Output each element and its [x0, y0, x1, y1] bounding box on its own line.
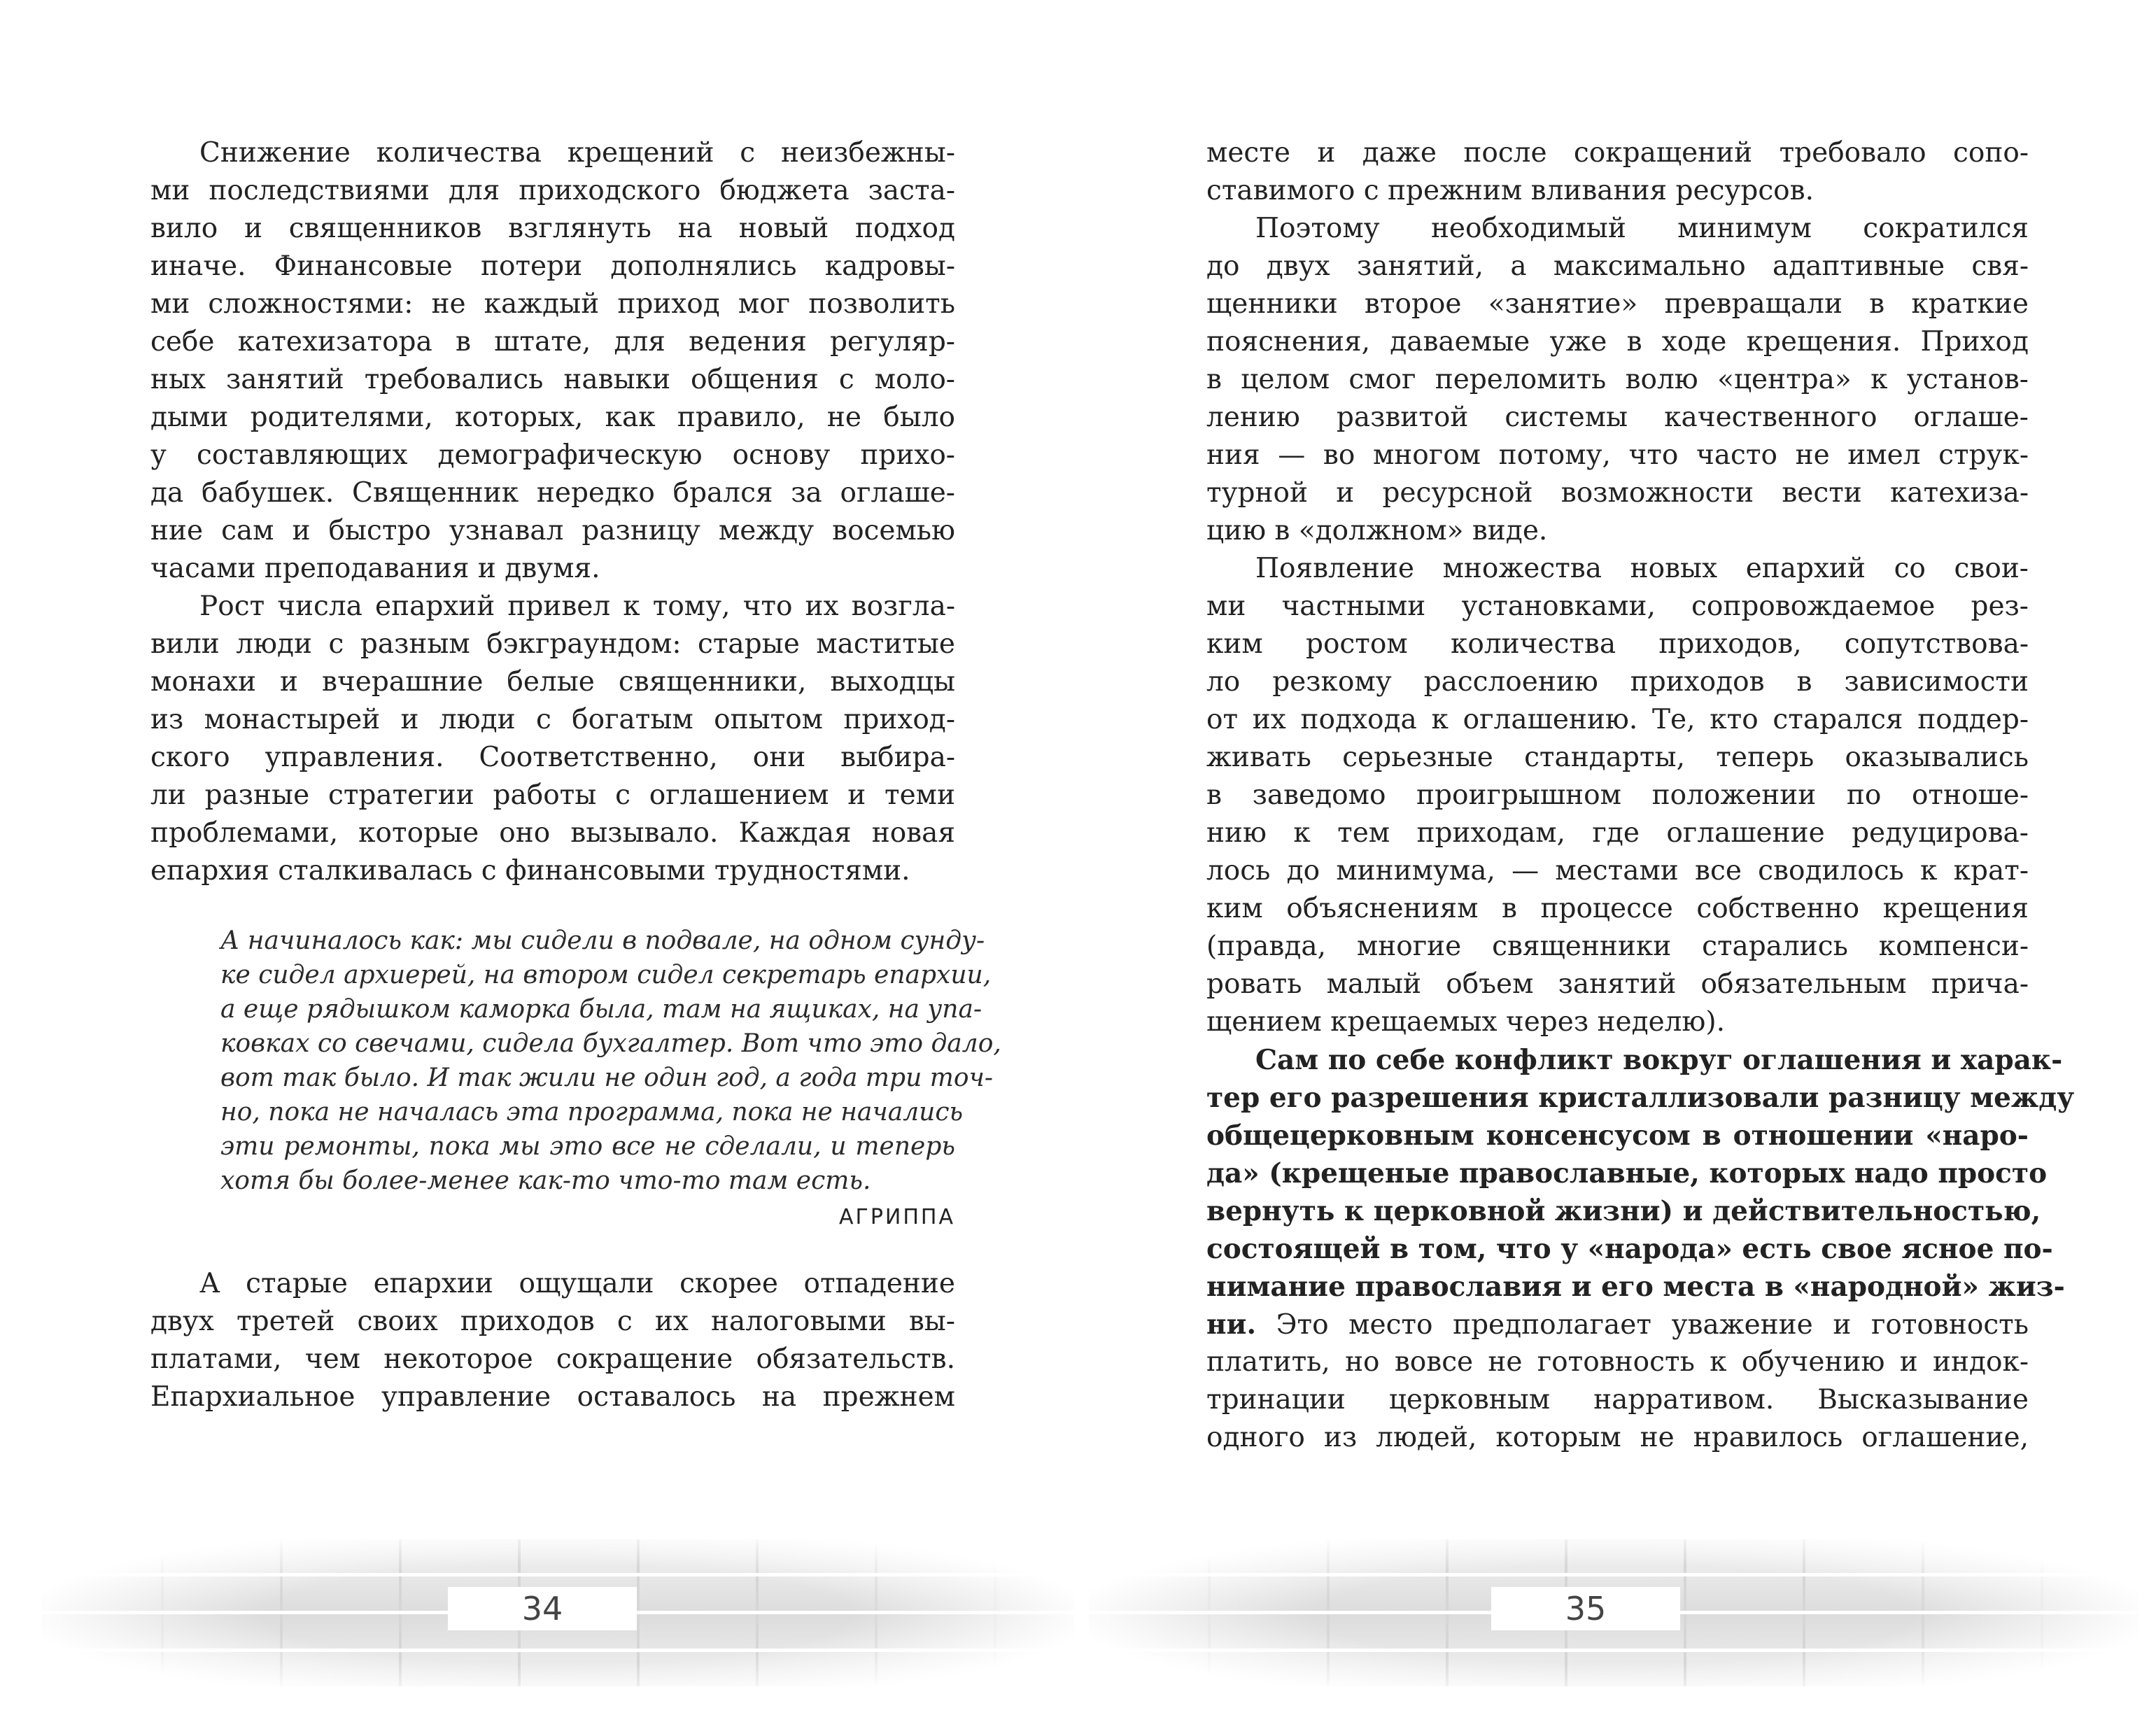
text-line: ского управления. Соответственно, они выбира-	[150, 742, 955, 773]
text-line: турной и ресурсной возможности вести катехиза-	[1206, 477, 2029, 509]
left-page	[0, 0, 1074, 1736]
text-line: Епархиальное управление оставалось на прежнем	[150, 1381, 955, 1413]
text-line: ми сложностями: не каждый приход мог позволить	[150, 288, 955, 320]
text-line: в целом смог переломить волю «центра» к установ-	[1206, 364, 2029, 395]
text-line: состоящей в том, что у «народа» есть свое ясное по-	[1206, 1233, 2053, 1265]
text-line: от их подхода к оглашению. Те, кто старался поддер-	[1206, 704, 2029, 735]
right-text-column	[1206, 134, 2075, 1457]
text-line: лению развитой системы качественного оглаше-	[1206, 402, 2029, 433]
text-line: ровать малый объем занятий обязательным прича-	[1206, 968, 2029, 1000]
text-line: Поэтому необходимый минимум сократился	[1255, 213, 2029, 244]
text-line: Рост числа епархий привел к тому, что их возгла-	[199, 591, 955, 622]
quote-line: а еще рядышком каморка была, там на ящиках, на упа-	[220, 995, 982, 1024]
text-line: одного из людей, которым не нравилось оглашение,	[1206, 1422, 2029, 1453]
regular-fragment: Это место предполагает уважение и готовность	[1256, 1309, 2029, 1341]
right-paragraph-3	[1206, 550, 2029, 1041]
text-line: иначе. Финансовые потери дополнялись кадровы-	[150, 250, 955, 282]
quote-line: эти ремонты, пока мы это все не сделали, и теперь	[220, 1132, 955, 1161]
text-line: цию в «должном» виде.	[1206, 515, 1548, 546]
quote-line: ке сидел архиерей, на втором сидел секретарь епархии,	[220, 961, 992, 989]
text-line: пояснения, даваемые уже в ходе крещения. Приход	[1206, 326, 2029, 358]
text-line: монахи и вчерашние белые священники, выходцы	[150, 666, 955, 698]
text-line: ми частными установками, сопровождаемое рез-	[1206, 591, 2029, 622]
left-paragraph-1	[150, 134, 955, 588]
text-line: тринации церковным нарративом. Высказывание	[1206, 1384, 2029, 1416]
text-line: вило и священников взглянуть на новый подход	[150, 213, 955, 244]
text-line: нию к тем приходам, где оглашение редуцирова-	[1206, 817, 2029, 849]
text-line: лось до минимума, — местами все сводилось к крат-	[1206, 855, 2029, 887]
quote-attribution: АГРИППА	[839, 1205, 955, 1229]
text-line: ли разные стратегии работы с оглашением и теми	[150, 779, 955, 811]
interview-quote	[150, 924, 1001, 1234]
left-paragraph-3	[150, 1265, 955, 1416]
text-line: месте и даже после сокращений требовало сопо-	[1206, 137, 2029, 169]
bold-fragment: ни.	[1206, 1308, 1257, 1341]
text-line: общецерковным консенсусом в отношении «наро-	[1206, 1120, 2029, 1152]
page-number: 35	[1491, 1587, 1680, 1630]
text-line: да» (крещеные православные, которых надо просто	[1206, 1157, 2048, 1190]
quote-line: А начиналось как: мы сидели в подвале, на одном сунду-	[220, 926, 985, 955]
left-paragraph-2	[150, 588, 955, 890]
text-line: ных занятий требовались навыки общения с моло-	[150, 364, 955, 395]
right-paragraph-2	[1206, 210, 2029, 550]
text-line: ким объяснениям в процессе собственно крещения	[1206, 893, 2029, 924]
text-line: Сам по себе конфликт вокруг оглашения и харак-	[1255, 1044, 2063, 1076]
right-paragraph-1	[1206, 134, 2029, 210]
text-line: ния — во многом потому, что часто не имел струк-	[1206, 439, 2029, 471]
text-line: вили люди с разным бэкграундом: старые маститые	[150, 628, 955, 660]
page-number: 34	[448, 1587, 637, 1630]
right-paragraph-4	[1206, 1041, 2075, 1457]
text-line: епархия сталкивалась с финансовыми трудностями.	[150, 855, 910, 887]
text-line: нимание православия и его места в «народной» жиз-	[1206, 1271, 2065, 1303]
text-line	[1206, 1306, 2029, 1343]
text-line: платами, чем некоторое сокращение обязательств.	[150, 1343, 955, 1375]
text-line: живать серьезные стандарты, теперь оказывались	[1206, 742, 2029, 773]
text-line: Появление множества новых епархий со свои-	[1255, 553, 2029, 584]
quote-line: но, пока не началась эта программа, пока не начались	[220, 1098, 964, 1127]
text-line: щенники второе «занятие» превращали в краткие	[1206, 288, 2029, 320]
text-line: из монастырей и люди с богатым опытом приход-	[150, 704, 955, 735]
left-text-column	[150, 134, 1001, 1416]
right-page	[1075, 0, 2149, 1736]
text-line: (правда, многие священники старались компенси-	[1206, 931, 2029, 962]
text-line: дыми родителями, которых, как правило, не было	[150, 402, 955, 433]
quote-line: ковках со свечами, сидела бухгалтер. Вот что это дало,	[220, 1029, 1001, 1058]
quote-line: вот так было. И так жили не один год, а года три точ-	[220, 1064, 994, 1092]
text-line: у составляющих демографическую основу прихо-	[150, 439, 955, 471]
text-line: тер его разрешения кристаллизовали разницу между	[1206, 1082, 2075, 1114]
text-line: двух третей своих приходов с их налоговыми вы-	[150, 1306, 955, 1337]
text-line: платить, но вовсе не готовность к обучению и индок-	[1206, 1346, 2029, 1378]
text-line: ми последствиями для приходского бюджета заста-	[150, 175, 955, 206]
text-line: в заведомо проигрышном положении по отноше-	[1206, 779, 2029, 811]
text-line: до двух занятий, а максимально адаптивные свя-	[1206, 250, 2029, 282]
text-line: ставимого с прежним вливания ресурсов.	[1206, 175, 1815, 206]
text-line: вернуть к церковной жизни) и действительностью,	[1206, 1195, 2041, 1227]
text-line: щением крещаемых через неделю).	[1206, 1006, 1725, 1038]
text-line: часами преподавания и двумя.	[150, 553, 600, 584]
text-line: ние сам и быстро узнавал разницу между восемью	[150, 515, 955, 546]
quote-line: хотя бы более-менее как-то что-то там есть.	[220, 1166, 871, 1195]
text-line: А старые епархии ощущали скорее отпадение	[199, 1268, 955, 1299]
text-line: себе катехизатора в штате, для ведения регуляр-	[150, 326, 955, 358]
text-line: Снижение количества крещений с неизбежны-	[199, 137, 955, 169]
text-line: ким ростом количества приходов, сопутствова-	[1206, 628, 2029, 660]
text-line: ло резкому расслоению приходов в зависимости	[1206, 666, 2029, 698]
text-line: проблемами, которые оно вызывало. Каждая новая	[150, 817, 955, 849]
text-line: да бабушек. Священник нередко брался за оглаше-	[150, 477, 955, 509]
